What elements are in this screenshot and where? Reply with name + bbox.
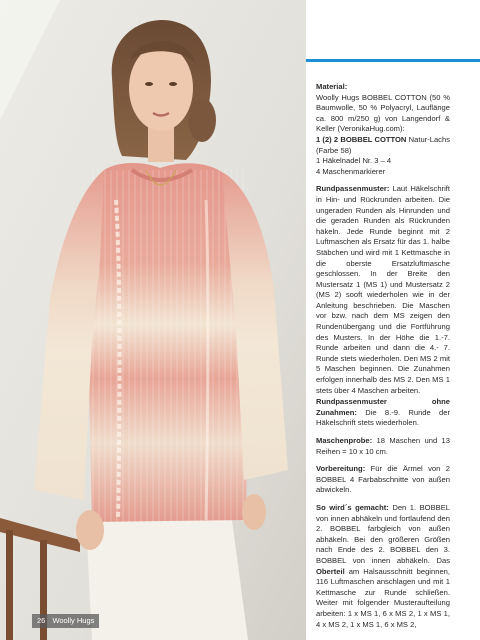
maschenprobe-text: 18 Maschen und 13 Reihen = 10 x 10 cm. bbox=[316, 436, 450, 456]
instructions-column bbox=[316, 82, 450, 637]
so-wirds-text: Den 1. BOBBEL von innen abhäkeln und fortlaufend den 2. BOBBEL farbgleich von außen abhäkeln. Bei den größeren Größen nach Ende des 2. BOBBEL den 3. BOBBEL von innen abhäkeln. Das bbox=[316, 502, 451, 565]
rundpasse-heading: Rundpassenmuster: bbox=[316, 184, 390, 194]
maschenprobe-heading: Maschenprobe: bbox=[316, 436, 373, 445]
footer-brand: Woolly Hugs bbox=[52, 616, 95, 625]
material-yarn: Woolly Hugs BOBBEL COTTON (50 % Baumwolle, 50 % Polyacryl, Lauflänge ca. 800 m/250 g) von Langendorf & Keller (VeronikaHug.com): bbox=[316, 92, 450, 134]
material-heading: Material: bbox=[316, 82, 348, 91]
so-wirds-text2: am Halsausschnitt beginnen, 116 Luftmaschen anschlagen und mit 1 Kettmasche zur Runde schließen. Weiter mit folgender Musteraufteilung arbeiten: 1 x MS 1, 6 x MS 2, 1 x MS 1, 4 x MS 2, 1 x MS 1, 6 x MS 2, bbox=[316, 566, 450, 629]
page-number: 26 bbox=[37, 616, 46, 625]
ohne-zunahmen-text: Die 8.-9. Runde der Häkelschrift stets wiederholen. bbox=[316, 407, 450, 428]
so-wirds-heading: So wird´s gemacht: bbox=[316, 502, 389, 512]
so-wirds-bold-word: Oberteil bbox=[316, 566, 345, 576]
material-color: Natur-Lachs (Farbe 58) bbox=[316, 134, 450, 155]
so-wirds-section bbox=[316, 503, 450, 630]
rundpasse-section bbox=[316, 184, 450, 396]
material-section bbox=[316, 82, 450, 177]
trousers bbox=[86, 520, 248, 640]
vorbereitung-heading: Vorbereitung: bbox=[316, 464, 366, 474]
right-hand bbox=[242, 494, 266, 530]
left-hand bbox=[76, 510, 104, 550]
vorbereitung-section bbox=[316, 464, 450, 496]
vorbereitung-text: Für die Ärmel von 2 BOBBEL 4 Farbabschnitte von außen abwickeln. bbox=[316, 464, 450, 495]
material-bold-item: 1 (2) 2 BOBBEL COTTON bbox=[316, 134, 407, 144]
ohne-zunahmen-section bbox=[316, 397, 450, 429]
material-hook: 1 Häkelnadel Nr. 3 – 4 bbox=[316, 156, 392, 166]
maschenprobe-section bbox=[316, 436, 450, 457]
rundpasse-text: Laut Häkelschrift in Hin- und Rückrunden arbeiten. Die ungeraden Runden als Hinrunden und die geraden Runden als Rückrunden häkeln. Jede Runde beginnt mit 2 Luftmaschen als Ersatz für das 1. halbe Stäbchen und wird mit 1 Kettmasche in die oberste Ersatzluftmasche geschlossen. In der Breite den Mustersatz 1 (MS 1) und Mustersatz 2 (MS 2) sooft wiederholen wie in der Anleitung beschrieben. Die Maschen vor bzw. nach dem MS zeigen den Rundenübergang und die Fortführung des Musters. In der Höhe die 1.-7. Runde arbeiten und dann die 4.- 7. Runde stets wiederholen. Den MS 2 mit 5 Maschen beginnen. Die Zunahmen erfolgen innerhalb des MS 2. Den MS 1 stets über 4 Maschen arbeiten. bbox=[316, 184, 450, 395]
material-markers: 4 Maschenmarkierer bbox=[316, 166, 386, 176]
accent-rule bbox=[306, 59, 480, 62]
ohne-zunahmen-heading: Rundpassenmuster ohne Zunahmen: bbox=[316, 397, 450, 417]
page-footer bbox=[32, 614, 99, 628]
face bbox=[129, 45, 193, 131]
